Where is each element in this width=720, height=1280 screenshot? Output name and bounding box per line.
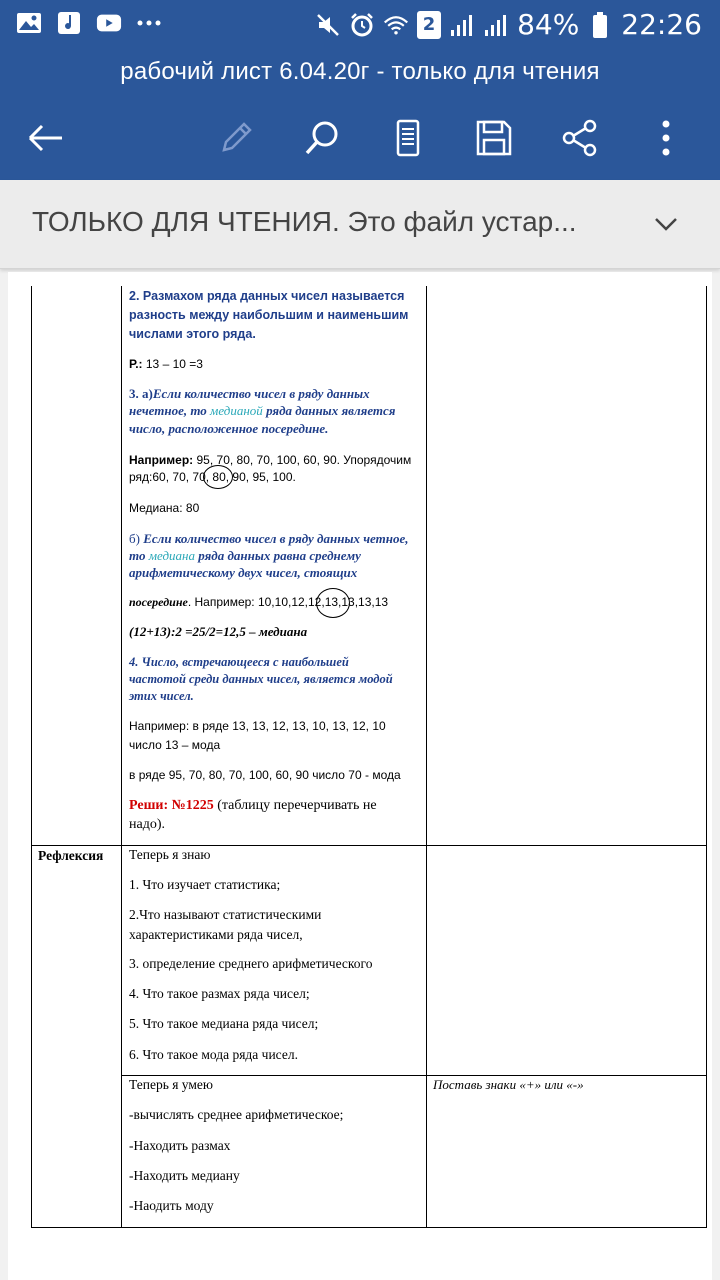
alarm-icon [349,12,375,38]
chevron-down-icon[interactable] [650,208,682,240]
know-item-2-line-1: 2.Что называют статистическими [129,907,322,922]
table-col-divider-1 [121,286,122,1228]
save-icon [474,118,514,158]
table-col-divider-2 [426,286,427,1228]
term-median: медианой [210,403,263,418]
know-heading: Теперь я знаю [129,847,211,862]
range-result-label: Р.: [129,357,143,371]
paragraph-3-number: 3. [129,386,139,401]
read-only-banner[interactable] [0,180,720,269]
task-note: (таблицу перечерчивать не [213,798,377,813]
search-icon [302,118,342,158]
task-line-2: надо). [129,817,165,832]
table-border-right [706,286,707,1228]
example-1-text: 95, 70, 80, 70, 100, 60, 90. Упорядочим [193,453,412,467]
circle-mark-80 [203,465,233,489]
wifi-icon [383,12,409,38]
paragraph-2-line-3: числами этого ряда. [129,327,256,341]
save-button[interactable] [466,110,522,166]
battery-icon [587,12,613,38]
paragraph-3b-line-3: арифметическому двух чисел, стоящих [129,565,358,580]
range-result-value: 13 – 10 =3 [142,357,203,371]
table-border-left [31,286,32,1228]
know-item-3: 3. определение среднего арифметического [129,956,373,971]
example-1-line-1 [129,453,411,467]
circle-mark-12-13 [316,588,350,618]
example-3-line-2: число 13 – мода [129,738,221,752]
term-median-2: медиана [148,548,195,563]
search-button[interactable] [294,110,350,166]
can-item-3: -Находить медиану [129,1168,240,1183]
edit-button[interactable] [208,110,264,166]
read-only-message: ТОЛЬКО ДЛЯ ЧТЕНИЯ. Это файл устар... [32,206,577,237]
paragraph-3a-text-2a: нечетное, то [129,403,211,418]
app-header [0,50,720,180]
clock: 22:26 [621,8,702,41]
youtube-icon [96,10,122,36]
gallery-icon [16,10,42,36]
example-3-line-1: Например: в ряде 13, 13, 12, 13, 10, 13, 12, 10 [129,719,386,733]
can-item-1: -вычислять среднее арифметическое; [129,1107,344,1122]
paragraph-3a-text-1: Если количество чисел в ряду данных [152,386,370,401]
example-4-line-1: в ряде 95, 70, 80, 70, 100, 60, 90 число 70 - мода [129,768,401,782]
sim-badge: 2 [417,11,441,39]
signs-instruction: Поставь знаки «+» или «-» [433,1077,584,1092]
paragraph-3a-text-2c: ряда данных является [262,403,396,418]
paragraph-3b-line-2 [129,548,361,564]
task-number: Реши: №1225 [129,798,214,813]
range-result [129,357,203,371]
more-notifications-icon [136,10,162,36]
status-bar [0,0,720,50]
document-title: рабочий лист 6.04.20г - только для чтения [120,58,600,85]
more-vertical-icon [646,118,686,158]
know-item-4: 4. Что такое размах ряда чисел; [129,986,310,1001]
paragraph-3a-marker: а) [138,386,153,401]
battery-percent: 84% [517,8,580,41]
example-1-line-2: ряд:60, 70, 70, 80, 90, 95, 100. [129,470,296,484]
can-item-2: -Находить размах [129,1138,231,1153]
paragraph-3b-text-4a: посередине [129,595,188,609]
paragraph-2-line-2: разность между наибольшим и наименьшим [129,308,409,322]
can-heading: Теперь я умею [129,1077,213,1092]
paragraph-4-line-2: частотой среди данных чисел, является модой [129,672,393,686]
share-icon [560,118,600,158]
music-icon [56,10,82,36]
paragraph-2-line-1 [129,289,404,303]
back-button[interactable] [18,110,74,166]
task-line-1 [129,798,377,814]
more-options-button[interactable] [638,110,694,166]
mobile-view-button[interactable] [380,110,436,166]
paragraph-4-line-1: 4. Число, встречающееся с наибольшей [129,655,349,669]
paragraph-3b-text-2c: ряда данных равна среднему [194,548,361,563]
know-item-2-line-2: характеристиками ряда чисел, [129,927,303,942]
table-row-divider-1 [31,845,707,846]
back-arrow-icon [26,118,66,158]
paragraph-4-line-3: этих чисел. [129,689,194,703]
mobile-view-icon [388,118,428,158]
paragraph-3b-text-2a: то [129,548,149,563]
signal-2-icon [483,12,509,38]
know-item-6: 6. Что такое мода ряда чисел. [129,1047,298,1062]
share-button[interactable] [552,110,608,166]
paragraph-2-text-1: . Размахом ряда данных чисел называется [135,289,405,303]
paragraph-3b-text-1: Если количество чисел в ряду данных четное, [143,531,409,546]
median-80: Медиана: 80 [129,501,200,515]
paragraph-3b-marker: б) [129,531,144,546]
example-2-values: . Например: 10,10,12,12,13,13,13,13 [187,595,389,609]
table-row-divider-2 [121,1075,707,1076]
example-1-label: Например: [129,453,194,467]
paragraph-3a-line-3: число, расположенное посередине. [129,421,329,436]
mute-icon [315,12,341,38]
paragraph-3b-line-1 [129,531,408,547]
know-item-5: 5. Что такое медиана ряда чисел; [129,1016,319,1031]
can-item-4: -Наодить моду [129,1198,214,1213]
lesson-table [31,286,707,1228]
toolbar [0,102,720,172]
table-border-bottom [31,1227,707,1228]
pencil-icon [216,118,256,158]
paragraph-3a-line-2 [129,403,396,419]
paragraph-3a-line-1 [129,386,370,402]
reflection-label: Рефлексия [38,848,104,863]
know-item-1: 1. Что изучает статистика; [129,877,281,892]
paragraph-2-number: 2 [129,289,136,303]
median-calculation: (12+13):2 =25/2=12,5 – медиана [129,624,308,639]
signal-icon [449,12,475,38]
document-page[interactable] [8,272,712,1280]
